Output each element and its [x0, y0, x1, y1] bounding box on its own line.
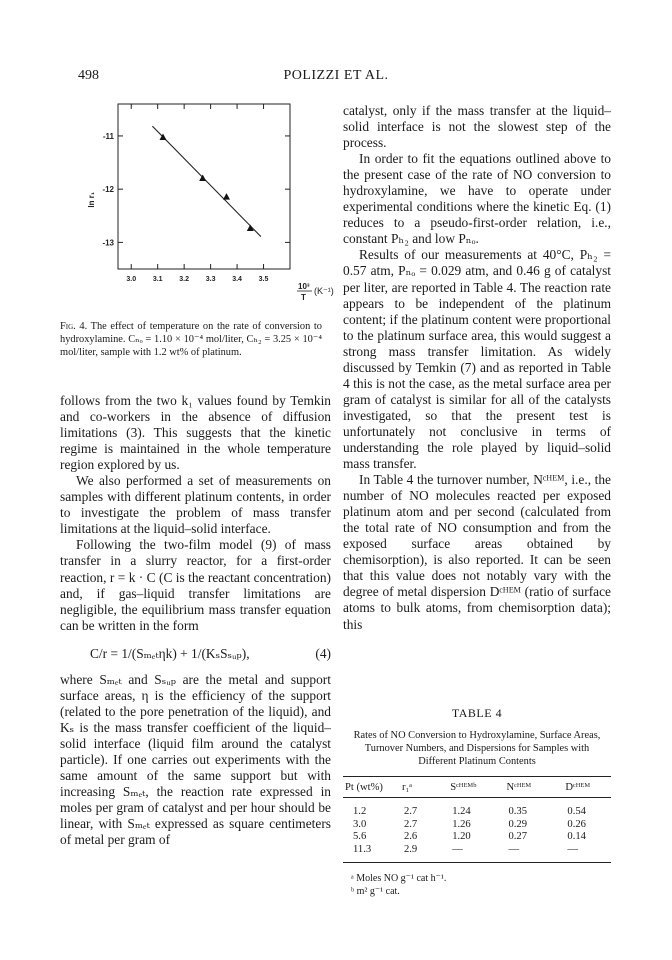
left-paragraph-3: Following the two-film model (9) of mass transfer in a slurry reactor, for a first-order reaction, r = k · C (C is the reactant concentration) and, if gas–liquid transfer limitations are negligible, the equilibrium mass transfer equation can be written in the form	[60, 537, 331, 633]
table-cell: 2.9	[403, 843, 418, 855]
table-cell: 2.6	[403, 831, 418, 842]
figure-4-plot	[60, 100, 334, 315]
table-row	[343, 831, 611, 844]
equation-text: C/r = 1/(Sₘₑₜηk) + 1/(KₛSₛᵤₚ),	[90, 645, 250, 661]
table-header: Nᶜᴴᴱᴹ	[506, 782, 532, 793]
table-caption: Rates of NO Conversion to Hydroxylamine, Surface Areas, Turnover Numbers, and Dispersions for Samples with Different Platinum Contents	[353, 730, 601, 767]
right-paragraph-1: catalyst, only if the mass transfer at the liquid–solid interface is not the slowest step of the process.	[343, 103, 611, 151]
table-cell: 2.7	[403, 818, 418, 830]
table-cell: 0.35	[508, 806, 527, 817]
table-cell: 0.14	[567, 831, 586, 842]
figure-caption-lead: Fig. 4.	[60, 321, 88, 332]
table-4	[343, 706, 611, 898]
table-row	[343, 798, 611, 819]
table-title: TABLE 4	[451, 706, 503, 720]
table-header: Pt (wt%)	[345, 782, 383, 793]
x-axis-label-denominator: T	[301, 293, 306, 302]
x-tick-label: 3.2	[179, 276, 190, 283]
y-tick-label: -11	[102, 131, 114, 141]
x-tick-label: 3.1	[152, 276, 163, 283]
x-tick-label: 3.3	[205, 276, 216, 283]
table-cell: 2.7	[403, 806, 418, 817]
y-tick-label: -12	[102, 185, 114, 195]
right-paragraph-2: In order to fit the equations outlined above to the present case of the rate of NO conversion to hydroxylamine, we have to operate under experimental conditions where the kinetic Eq. (1) reduces to a pseudo-first-order relation, i.e., constant Pₕ₂ and low Pₙₒ.	[343, 151, 611, 247]
table-4-grid	[343, 777, 611, 856]
table-cell: 5.6	[353, 831, 367, 842]
table-header: Sᶜᴴᴱᴹᵇ	[450, 782, 477, 793]
left-paragraph-4: where Sₘₑₜ and Sₛᵤₚ are the metal and support surface areas, η is the efficiency of the support (related to the pore penetration of the liquid), and Kₛ is the mass transfer coefficient of the liquid–solid interface (liquid film around the catalyst particle). If one carries out experiments with the same amount of the same support but with increasing Sₘₑₜ, the reaction rate expressed in moles per gram of catalyst and per hour should be linear, with Sₘₑₜ expressed as square centimeters of metal per gram of	[60, 671, 331, 848]
table-footnote-b: ᵇ m² g⁻¹ cat.	[351, 886, 400, 897]
figure-4-caption	[60, 320, 322, 359]
right-paragraph-3: Results of our measurements at 40°C, Pₕ₂ = 0.57 atm, Pₙₒ = 0.029 atm, and 0.46 g of catalyst per liter, are reported in Table 4. The reaction rate appears to be independent of the platinum content; if the platinum content were proportional to the platinum surface area, this would suggest a strong mass transfer limitation. As widely discussed by Temkin (7) and as reported in Table 4 this is not the case, as the metal surface area per gram of catalyst is similar for all of the catalysts investigated, so that the present test is unfortunately not conclusive in terms of understanding the role played by liquid–solid mass transfer.	[343, 247, 611, 472]
table-header: r₁ᵃ	[401, 782, 413, 793]
table-cell: —	[508, 843, 520, 855]
fit-line	[152, 126, 260, 236]
table-cell: 1.24	[452, 806, 471, 817]
data-point	[223, 193, 230, 200]
figure-4	[60, 100, 334, 315]
equation-number: (4)	[315, 645, 331, 661]
table-header: Dᶜᴴᴱᴹ	[565, 782, 591, 793]
table-cell: 0.29	[508, 818, 527, 830]
table-row	[343, 819, 611, 832]
plot-frame	[118, 104, 290, 269]
left-paragraph-1: follows from the two k₁ values found by Temkin and co-workers in the absence of diffusion limitations (3). This suggests that the kinetic regime is maintained in the whole temperature region explored by us.	[60, 393, 331, 473]
table-header-row	[343, 777, 611, 798]
table-cell: 11.3	[353, 843, 372, 855]
table-cell: 0.27	[508, 831, 527, 842]
table-cell: 0.26	[567, 818, 586, 830]
x-tick-label: 3.4	[232, 276, 242, 283]
right-column	[343, 103, 611, 633]
table-footnote-a: ᵃ Moles NO g⁻¹ cat h⁻¹.	[351, 873, 447, 884]
x-axis-label-unit: (K⁻¹)	[314, 286, 334, 296]
table-cell: 1.26	[452, 818, 471, 830]
table-cell: 0.54	[567, 806, 586, 817]
table-cell: 3.0	[353, 818, 367, 830]
left-paragraph-2: We also performed a set of measurements on samples with different platinum contents, in order to investigate the problem of mass transfer limitations at the liquid–solid interface.	[60, 473, 331, 537]
table-cell: 1.20	[452, 831, 471, 842]
page-number: 498	[78, 68, 99, 83]
x-axis-label-numerator: 10³	[298, 282, 310, 291]
left-column	[60, 393, 331, 848]
equation-4	[60, 644, 331, 664]
running-head: POLIZZI ET AL.	[283, 68, 389, 83]
x-tick-label: 3.0	[126, 276, 137, 283]
table-cell: 1.2	[353, 806, 367, 817]
figure-caption-body: The effect of temperature on the rate of conversion to hydroxylamine. Cₙₒ = 1.10 × 10⁻⁴ mol/liter, Cₕ₂ = 3.25 × 10⁻⁴ mol/liter, sample with 1.2 wt% of platinum.	[60, 321, 322, 358]
table-row	[343, 844, 611, 857]
y-tick-label: -13	[102, 238, 114, 248]
y-axis-label: ln r₁	[87, 191, 96, 208]
table-cell: —	[567, 843, 578, 855]
page-header	[0, 68, 672, 88]
table-cell: —	[452, 843, 463, 855]
right-paragraph-4: In Table 4 the turnover number, Nᶜᴴᴱᴹ, i.e., the number of NO molecules reacted per exposed platinum atom and per second (calculated from the total rate of NO consumption and from the exposed surface areas obtained by chemisorption), is also reported. It can be seen that this value does not notably vary with the degree of metal dispersion Dᶜᴴᴱᴹ (ratio of surface atoms to bulk atoms, from chemisorption data); this	[343, 472, 611, 632]
x-tick-label: 3.5	[258, 276, 269, 283]
